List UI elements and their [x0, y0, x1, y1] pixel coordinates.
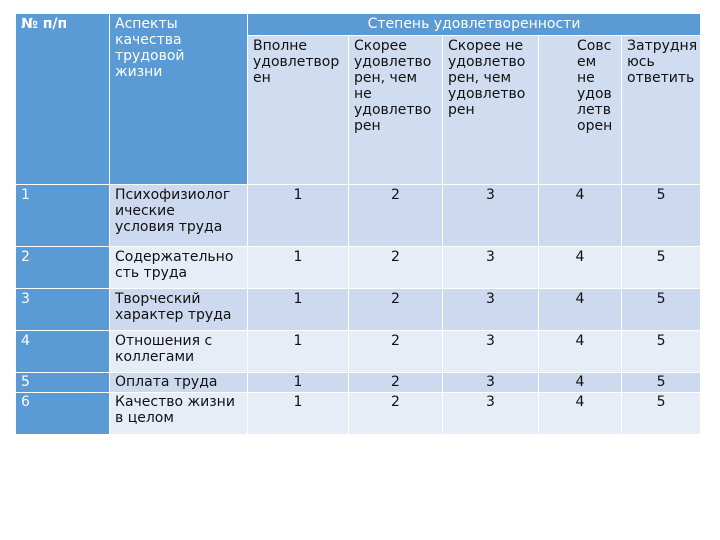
- score-cell: 1: [248, 247, 349, 289]
- score-cell: 4: [539, 393, 622, 435]
- header-level-2: Скорее удовлетво рен, чем не удовлетво рен: [349, 36, 443, 185]
- header-level-1: Вполне удовлетвор ен: [248, 36, 349, 185]
- table-row: [16, 373, 701, 393]
- score-cell: 5: [622, 373, 701, 393]
- score-cell: 5: [622, 331, 701, 373]
- score-cell: 2: [349, 247, 443, 289]
- score-cell: 1: [248, 393, 349, 435]
- header-number: № п/п: [16, 14, 110, 185]
- score-cell: 1: [248, 185, 349, 247]
- row-aspect: Качество жизни в целом: [110, 393, 248, 435]
- row-aspect: Оплата труда: [110, 373, 248, 393]
- score-cell: 2: [349, 373, 443, 393]
- score-cell: 4: [539, 331, 622, 373]
- row-aspect: Содержательно сть труда: [110, 247, 248, 289]
- score-cell: 2: [349, 289, 443, 331]
- score-cell: 3: [443, 373, 539, 393]
- row-number: 1: [16, 185, 110, 247]
- table-row: [16, 393, 701, 435]
- score-cell: 1: [248, 331, 349, 373]
- table-row: [16, 185, 701, 247]
- score-cell: 5: [622, 393, 701, 435]
- score-cell: 5: [622, 247, 701, 289]
- row-number: 6: [16, 393, 110, 435]
- score-cell: 3: [443, 247, 539, 289]
- score-cell: 4: [539, 185, 622, 247]
- row-aspect: Творческий характер труда: [110, 289, 248, 331]
- score-cell: 5: [622, 289, 701, 331]
- score-cell: 2: [349, 331, 443, 373]
- score-cell: 4: [539, 373, 622, 393]
- score-cell: 1: [248, 373, 349, 393]
- score-cell: 1: [248, 289, 349, 331]
- score-cell: 4: [539, 289, 622, 331]
- header-level-5: Затрудня юсь ответить: [622, 36, 701, 185]
- score-cell: 2: [349, 393, 443, 435]
- score-cell: 4: [539, 247, 622, 289]
- row-number: 5: [16, 373, 110, 393]
- header-aspect: Аспекты качества трудовой жизни: [110, 14, 248, 185]
- row-number: 2: [16, 247, 110, 289]
- score-cell: 3: [443, 331, 539, 373]
- score-cell: 3: [443, 289, 539, 331]
- row-aspect: Отношения с коллегами: [110, 331, 248, 373]
- table-row: [16, 247, 701, 289]
- row-aspect: Психофизиолог ические условия труда: [110, 185, 248, 247]
- row-number: 4: [16, 331, 110, 373]
- score-cell: 2: [349, 185, 443, 247]
- score-cell: 5: [622, 185, 701, 247]
- header-satisfaction-degree: Степень удовлетворенности: [248, 14, 701, 36]
- header-level-4: Совс ем не удов летв орен: [539, 36, 622, 185]
- header-level-3: Скорее не удовлетво рен, чем удовлетво рен: [443, 36, 539, 185]
- satisfaction-table: [15, 13, 701, 435]
- score-cell: 3: [443, 393, 539, 435]
- score-cell: 3: [443, 185, 539, 247]
- table-row: [16, 331, 701, 373]
- table-row: [16, 289, 701, 331]
- row-number: 3: [16, 289, 110, 331]
